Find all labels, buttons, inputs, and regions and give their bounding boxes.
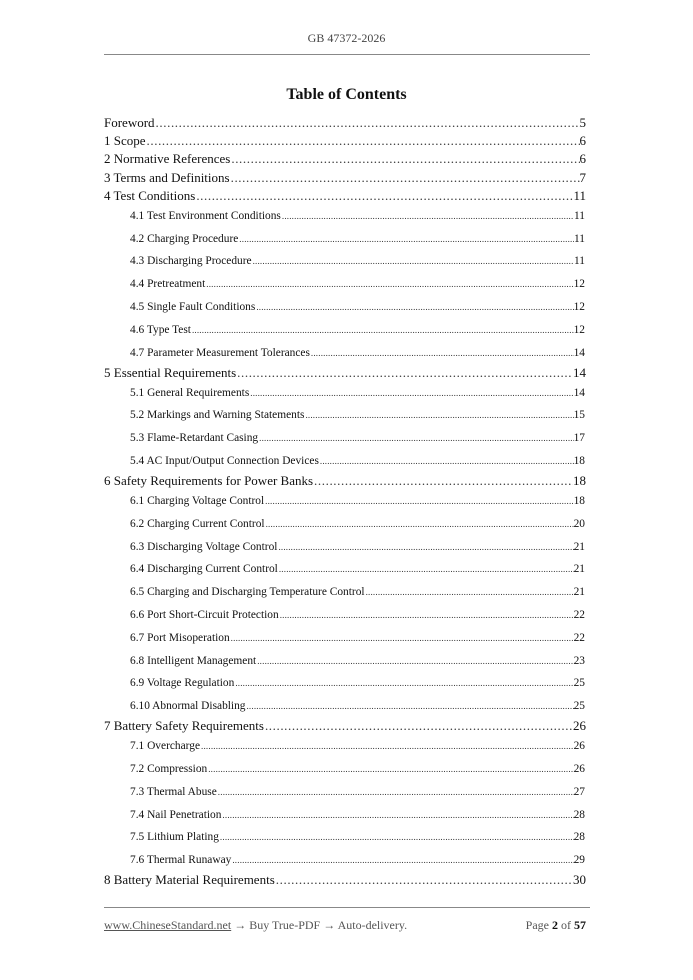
toc-subsection-entry[interactable] (130, 700, 585, 716)
toc-entry-page: 12 (573, 278, 585, 291)
toc-section-entry[interactable] (104, 365, 586, 383)
toc-section-entry[interactable] (104, 718, 586, 736)
toc-subsection-entry[interactable] (130, 278, 585, 294)
toc-leader-dots (221, 810, 573, 820)
page-current: 2 (552, 918, 558, 932)
toc-entry-label: 7.6 Thermal Runaway (130, 854, 232, 867)
toc-leader-dots (234, 678, 573, 688)
toc-entry-label: 4.6 Type Test (130, 323, 191, 336)
toc-leader-dots (319, 456, 574, 466)
toc-leader-dots (236, 365, 573, 381)
toc-subsection-entry[interactable] (130, 495, 585, 511)
toc-leader-dots (310, 348, 574, 358)
toc-entry-page: 17 (573, 432, 585, 445)
toc-entry-label: 6.1 Charging Voltage Control (130, 495, 265, 507)
toc-leader-dots (258, 433, 573, 443)
toc-entry-label: 6.8 Intelligent Management (130, 654, 257, 667)
toc-entry-label: 4.3 Discharging Procedure (130, 255, 252, 268)
toc-leader-dots (313, 473, 573, 489)
toc-leader-dots (281, 211, 574, 221)
toc-entry-label: Foreword (104, 115, 155, 130)
toc-entry-label: 6.4 Discharging Current Control (130, 563, 278, 576)
toc-entry-page: 12 (573, 323, 585, 336)
toc-leader-dots (365, 587, 574, 597)
toc-subsection-entry[interactable] (130, 324, 585, 340)
toc-entry-label: 6.6 Port Short-Circuit Protection (130, 609, 279, 621)
toc-leader-dots (230, 170, 580, 186)
toc-entry-page: 18 (573, 495, 585, 507)
toc-leader-dots (264, 496, 573, 506)
toc-entry-label: 4.5 Single Fault Conditions (130, 301, 256, 313)
toc-entry-label: 2 Normative References (104, 151, 231, 167)
toc-entry-page: 25 (573, 677, 585, 690)
toc-entry-label: 4.7 Parameter Measurement Tolerances (130, 346, 310, 359)
toc-entry-page: 27 (573, 785, 585, 798)
toc-entry-page: 26 (573, 763, 585, 775)
toc-entry-page: 28 (573, 831, 585, 844)
toc-entry-page: 11 (574, 232, 585, 245)
toc-entry-label: 6.7 Port Misoperation (130, 631, 230, 644)
toc-entry-label: 5.4 AC Input/Output Connection Devices (130, 455, 319, 467)
toc-entry-label: 5.2 Markings and Warning Statements (130, 409, 305, 422)
toc-leader-dots (264, 718, 573, 734)
toc-subsection-entry[interactable] (130, 518, 585, 534)
toc-entry-label: 5 Essential Requirements (104, 364, 237, 380)
toc-subsection-entry[interactable] (130, 432, 585, 448)
toc-entry-label: 7.5 Lithium Plating (130, 831, 219, 844)
toc-entry-label: 6 Safety Requirements for Power Banks (104, 473, 314, 488)
toc-leader-dots (200, 741, 574, 751)
toc-entry-page: 22 (573, 609, 585, 621)
toc-leader-dots (230, 633, 574, 643)
toc-leader-dots (304, 410, 573, 420)
header-rule (104, 54, 590, 55)
toc-subsection-entry[interactable] (130, 387, 585, 403)
toc-leader-dots (207, 764, 573, 774)
toc-subsection-entry[interactable] (130, 233, 585, 249)
toc-entry-page: 25 (573, 700, 585, 713)
toc-entry-page: 22 (573, 631, 585, 644)
page-of: of (561, 918, 571, 932)
toc-leader-dots (146, 133, 580, 149)
toc-leader-dots (265, 519, 574, 529)
toc-entry-label: 4.4 Pretreatment (130, 278, 206, 291)
toc-entry-label: 4.2 Charging Procedure (130, 232, 239, 245)
toc-subsection-entry[interactable] (130, 763, 585, 779)
toc-entry-page: 14 (573, 386, 585, 399)
toc-section-entry[interactable] (104, 170, 586, 188)
toc-section-entry[interactable] (104, 151, 586, 169)
toc-entry-page: 21 (573, 540, 585, 553)
toc-leader-dots (279, 610, 574, 620)
toc-entry-page: 14 (573, 346, 585, 359)
toc-section-entry[interactable] (104, 872, 586, 890)
toc-subsection-entry[interactable] (130, 786, 585, 802)
website-link[interactable]: www.ChineseStandard.net (104, 918, 232, 932)
toc-subsection-entry[interactable] (130, 655, 585, 671)
header-doc-code: GB 47372-2026 (307, 31, 386, 45)
toc-entry-page: 21 (573, 563, 585, 576)
toc-leader-dots (195, 188, 573, 204)
toc-entry-label: 7.1 Overcharge (130, 740, 201, 753)
toc-section-entry[interactable] (104, 188, 586, 206)
toc-leader-dots (191, 325, 574, 335)
toc-entry-label: 6.10 Abnormal Disabling (130, 700, 246, 713)
toc-subsection-entry[interactable] (130, 409, 585, 425)
toc-entry-page: 14 (573, 364, 586, 380)
page-number (526, 918, 586, 933)
toc-entry-page: 6 (579, 151, 586, 167)
toc-subsection-entry[interactable] (130, 455, 585, 471)
toc-subsection-entry[interactable] (130, 210, 585, 226)
toc-leader-dots (252, 256, 574, 266)
toc-entry-page: 11 (574, 255, 585, 268)
toc-subsection-entry[interactable] (130, 677, 585, 693)
toc-entry-page: 11 (574, 209, 585, 222)
toc-subsection-entry[interactable] (130, 609, 585, 625)
toc-subsection-entry[interactable] (130, 740, 585, 756)
toc-entry-label: 6.2 Charging Current Control (130, 517, 265, 530)
footer (104, 918, 586, 933)
toc-leader-dots (249, 388, 573, 398)
toc-entry-label: 4 Test Conditions (104, 187, 196, 203)
toc-leader-dots (219, 832, 574, 842)
toc-entry-page: 20 (573, 517, 585, 530)
toc-entry-page: 18 (573, 455, 585, 467)
toc-leader-dots (230, 151, 579, 167)
toc-entry-page: 6 (579, 133, 586, 149)
toc-subsection-entry[interactable] (130, 301, 585, 317)
toc-leader-dots (255, 302, 573, 312)
toc-subsection-entry[interactable] (130, 632, 585, 648)
toc-entry-label: 5.1 General Requirements (130, 386, 250, 399)
toc-entry-page: 7 (579, 169, 586, 185)
toc-subsection-entry[interactable] (130, 586, 585, 602)
toc-entry-label: 8 Battery Material Requirements (104, 872, 275, 888)
toc-subsection-entry[interactable] (130, 541, 585, 557)
toc-subsection-entry[interactable] (130, 809, 585, 825)
toc-entry-page: 28 (573, 808, 585, 821)
toc-entry-label: 6.9 Voltage Regulation (130, 677, 235, 690)
toc-leader-dots (217, 787, 574, 797)
toc-entry-page: 26 (573, 718, 586, 734)
toc-entry-label: 7.3 Thermal Abuse (130, 785, 217, 798)
toc-subsection-entry[interactable] (130, 854, 585, 870)
toc-section-entry[interactable] (104, 115, 586, 133)
toc-entry-label: 6.5 Charging and Discharging Temperature Control (130, 586, 365, 599)
toc-entry-page: 23 (573, 654, 585, 667)
toc-entry-label: 7.2 Compression (130, 763, 208, 775)
toc-entry-page: 5 (579, 115, 586, 130)
toc-subsection-entry[interactable] (130, 255, 585, 271)
toc-leader-dots (278, 564, 574, 574)
toc-entry-label: 5.3 Flame-Retardant Casing (130, 432, 259, 445)
footer-left (104, 918, 407, 933)
footer-promo: → Buy True-PDF → Auto-delivery. (234, 918, 408, 932)
page-total: 57 (574, 918, 586, 932)
footer-rule (104, 907, 590, 908)
toc-entry-label: 6.3 Discharging Voltage Control (130, 540, 278, 553)
toc-entry-page: 21 (573, 586, 585, 599)
toc-leader-dots (231, 855, 573, 865)
toc-leader-dots (245, 701, 573, 711)
toc-leader-dots (277, 542, 573, 552)
toc-entry-label: 3 Terms and Definitions (104, 169, 230, 185)
toc-entry-page: 30 (573, 872, 586, 888)
toc-section-entry[interactable] (104, 133, 586, 151)
toc-entry-page: 15 (573, 409, 585, 422)
toc-entry-label: 7.4 Nail Penetration (130, 808, 222, 821)
toc-leader-dots (275, 872, 573, 888)
toc-leader-dots (256, 656, 573, 666)
toc-subsection-entry[interactable] (130, 347, 585, 363)
toc-entry-label: 7 Battery Safety Requirements (104, 718, 264, 734)
toc-entry-page: 18 (573, 473, 586, 488)
toc-entry-label: 4.1 Test Environment Conditions (130, 209, 281, 222)
toc-subsection-entry[interactable] (130, 831, 585, 847)
toc-entry-page: 29 (573, 854, 585, 867)
toc-leader-dots (155, 115, 580, 131)
toc-subsection-entry[interactable] (130, 563, 585, 579)
toc-entry-page: 12 (573, 301, 585, 313)
toc-leader-dots (238, 234, 574, 244)
toc-entry-label: 1 Scope (104, 133, 146, 149)
toc-leader-dots (205, 279, 573, 289)
page-prefix: Page (525, 918, 549, 932)
toc-entry-page: 11 (573, 187, 586, 203)
page-title: Table of Contents (286, 86, 407, 103)
toc-entry-page: 26 (573, 740, 585, 753)
toc-section-entry[interactable] (104, 473, 586, 491)
